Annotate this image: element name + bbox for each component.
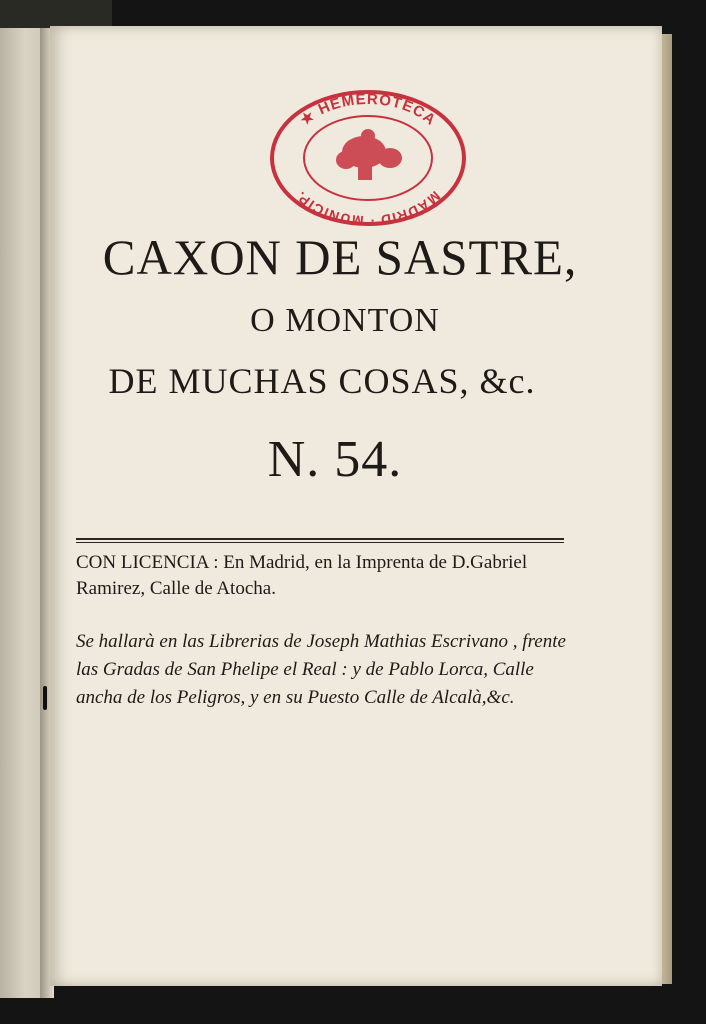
divider-rule-thin (76, 542, 564, 543)
licencia-text: CON LICENCIA : En Madrid, en la Imprenta de D.Gabriel Ramirez, Calle de Atocha. (76, 552, 528, 599)
issue-number: N. 54. (267, 431, 403, 488)
svg-text:MADRID · MUNICIP.: MADRID · MUNICIP. (292, 188, 444, 228)
title-line-1: CAXON DE SASTRE, (102, 229, 578, 285)
library-stamp-icon (268, 88, 468, 228)
imprint-text: Se hallarà en las Librerias de Joseph Mathias Escrivano , frente las Gradas de San Phelipe el Real : y de Pablo Lorca, Calle ancha de los Peligros, y en su Puesto Calle de Alcalà,&c. (76, 631, 566, 708)
title-line-3: DE MUCHAS COSAS, &c. (108, 361, 536, 401)
title-line-2: O MONTON (250, 302, 440, 339)
margin-mark (43, 686, 47, 710)
background-edge (0, 0, 112, 28)
divider-rule (76, 538, 564, 540)
svg-text:★ HEMEROTECA: ★ HEMEROTECA (296, 90, 440, 130)
